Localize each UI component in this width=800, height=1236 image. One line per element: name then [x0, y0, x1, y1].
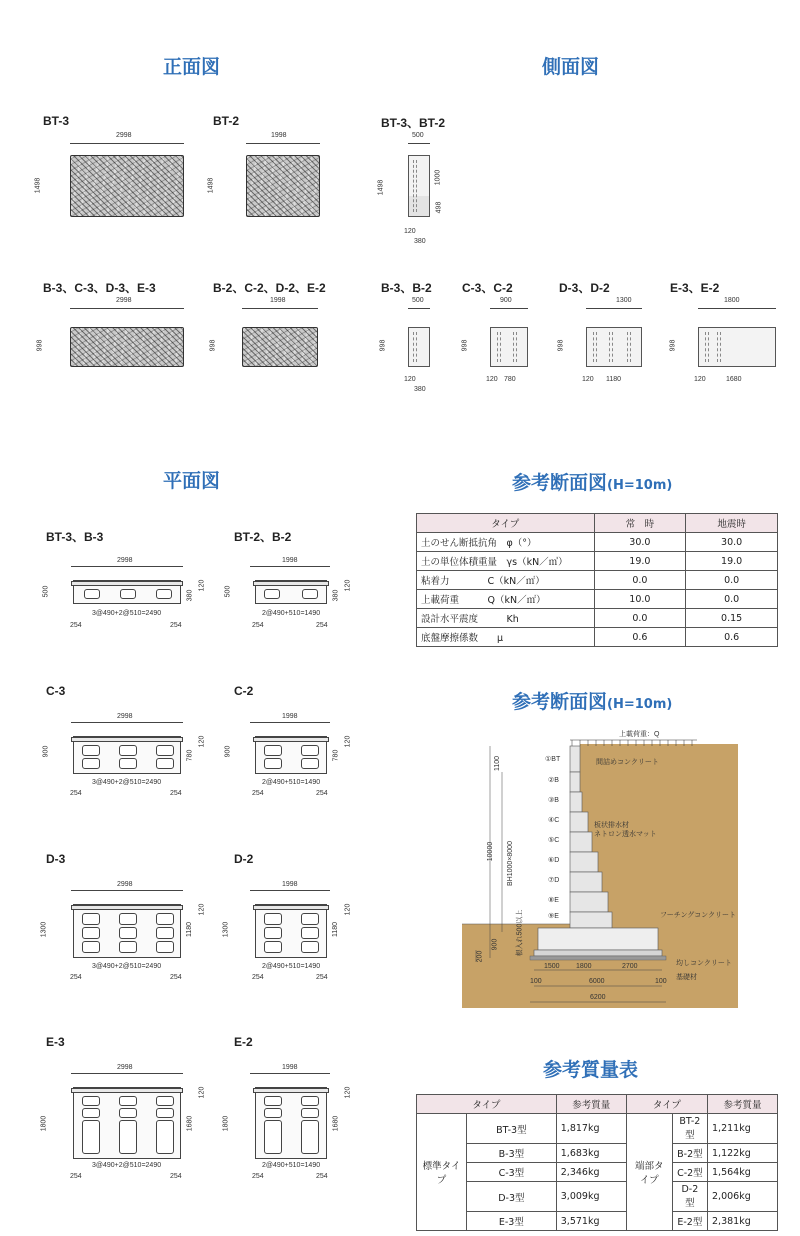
plan-d3-pitch: 3@490+2@510=2490	[92, 963, 162, 970]
dim-wall-height: BH1000×8000	[506, 841, 514, 886]
plan-d3-width: 2998	[117, 881, 133, 888]
dim-b1: 1500	[544, 963, 560, 970]
plan-c2-right: 254	[316, 790, 328, 797]
course-label: ⑨E	[548, 913, 559, 920]
plan-c3-pitch: 3@490+2@510=2490	[92, 779, 162, 786]
plan-c2-width: 1998	[282, 713, 298, 720]
label-drain-mat: ネトロン透水マット	[594, 831, 657, 838]
dim-e2: 100	[655, 978, 667, 985]
plan-c2-depth: 900	[224, 745, 232, 758]
dim-total-height: 10000	[487, 841, 495, 862]
plan-e2-pitch: 2@490+510=1490	[262, 1162, 321, 1169]
plan-d3-depth: 1300	[40, 921, 48, 938]
mass-header-mass-right: 参考質量	[708, 1095, 778, 1114]
side-d-base: 1180	[606, 376, 622, 383]
plan-d3-d3: 120	[198, 903, 206, 916]
side-b-block	[408, 327, 430, 367]
design-header-normal: 常 時	[594, 514, 686, 533]
dim-b-all: 6200	[590, 994, 606, 1001]
front-b3-width: 2998	[116, 297, 132, 304]
plan-e2-label: E-2	[234, 1035, 253, 1049]
plan-e2-width: 1998	[282, 1064, 298, 1071]
plan-e3-d3: 120	[198, 1086, 206, 1099]
plan-e3-block	[73, 1087, 181, 1159]
side-d-height: 998	[557, 339, 565, 352]
leveling	[534, 950, 662, 956]
dim-top: 1100	[494, 755, 502, 772]
plan-bt3-left: 254	[70, 622, 82, 629]
plan-bt3-d2: 380	[186, 589, 194, 602]
side-e-base: 1680	[726, 376, 742, 383]
mass-header-type-right: タイプ	[626, 1095, 707, 1114]
front-bt2-label: BT-2	[213, 114, 240, 128]
front-b3-height: 998	[36, 339, 44, 352]
dim-200: 200	[476, 950, 484, 963]
front-bt2-height: 1498	[207, 177, 215, 194]
plan-e2-d2: 1680	[332, 1115, 340, 1132]
plan-bt2-block	[255, 580, 327, 604]
side-bt-top: 500	[412, 132, 424, 139]
plan-bt3-label: BT-3、B-3	[46, 530, 104, 544]
plan-bt2-right: 254	[316, 622, 328, 629]
ref-section-title: 参考断面図(H=10m)	[512, 472, 673, 494]
plan-d2-right: 254	[316, 974, 328, 981]
table-row: 標準タイプ BT-3型 1,817kg 端部タイプ BT-2型 1,211kg	[417, 1114, 778, 1144]
table-row: 設計水平震度 Kh 0.0 0.15	[417, 609, 778, 628]
plan-bt2-label: BT-2、B-2	[234, 530, 292, 544]
side-b-top: 500	[412, 297, 424, 304]
plan-bt3-block	[73, 580, 181, 604]
side-b-toe: 120	[404, 376, 416, 383]
plan-c3-d2: 780	[186, 749, 194, 762]
plan-d3-left: 254	[70, 974, 82, 981]
plan-e2-right: 254	[316, 1173, 328, 1180]
front-b2-label: B-2、C-2、D-2、E-2	[213, 281, 326, 295]
plan-d3-label: D-3	[46, 852, 66, 866]
dim-b-total: 6000	[589, 978, 605, 985]
plan-c2-d2: 780	[332, 749, 340, 762]
group-end: 端部タイプ	[626, 1114, 672, 1231]
plan-e3-label: E-3	[46, 1035, 65, 1049]
plan-c2-d3: 120	[344, 735, 352, 748]
plan-e2-left: 254	[252, 1173, 264, 1180]
plan-e2-block	[255, 1087, 327, 1159]
dim-900: 900	[491, 938, 499, 951]
table-row: E-3型 3,571kg E-2型 2,381kg	[417, 1212, 778, 1231]
front-b3-label: B-3、C-3、D-3、E-3	[43, 281, 156, 295]
plan-c3-width: 2998	[117, 713, 133, 720]
plan-d3-block	[73, 904, 181, 958]
plan-d2-pitch: 2@490+510=1490	[262, 963, 321, 970]
course-label: ⑥D	[548, 857, 560, 864]
table-row: D-3型 3,009kg D-2型 2,006kg	[417, 1182, 778, 1212]
footing	[538, 928, 658, 950]
front-bt3-block	[70, 155, 184, 217]
side-view-title: 側面図	[542, 56, 600, 78]
side-bt-height: 1498	[377, 179, 385, 196]
ref-section-title-2: 参考断面図(H=10m)	[512, 691, 673, 713]
plan-d2-d3: 120	[344, 903, 352, 916]
plan-e2-d3: 120	[344, 1086, 352, 1099]
plan-c2-label: C-2	[234, 684, 254, 698]
plan-e3-left: 254	[70, 1173, 82, 1180]
plan-e2-depth: 1800	[222, 1115, 230, 1132]
front-b3-block	[70, 327, 184, 367]
plan-d3-right: 254	[170, 974, 182, 981]
label-fill-concrete: 間詰めコンクリート	[596, 759, 659, 766]
plan-bt3-pitch: 3@490+2@510=2490	[92, 610, 162, 617]
course-label: ⑧E	[548, 897, 559, 904]
dim-e1: 100	[530, 978, 542, 985]
label-drain-board: 板状排水材	[594, 822, 629, 829]
plan-d3-d2: 1180	[186, 921, 194, 938]
dim-b3: 2700	[622, 963, 638, 970]
plan-bt3-right: 254	[170, 622, 182, 629]
table-row: 土の単位体積重量 γs（kN／㎥） 19.0 19.0	[417, 552, 778, 571]
design-header-quake: 地震時	[686, 514, 778, 533]
side-e-top: 1800	[724, 297, 740, 304]
side-e-height: 998	[669, 339, 677, 352]
side-c-height: 998	[461, 339, 469, 352]
front-b2-width: 1998	[270, 297, 286, 304]
table-row: B-3型 1,683kg B-2型 1,122kg	[417, 1144, 778, 1163]
course-label: ③B	[548, 797, 559, 804]
label-footing: フーチングコンクリート	[660, 912, 737, 919]
side-b-label: B-3、B-2	[381, 281, 432, 295]
plan-d2-d2: 1180	[332, 921, 340, 938]
plan-bt3-d3: 120	[198, 579, 206, 592]
side-d-top: 1300	[616, 297, 632, 304]
plan-d2-depth: 1300	[222, 921, 230, 938]
side-e-label: E-3、E-2	[670, 281, 720, 295]
side-d-block	[586, 327, 642, 367]
front-view-title: 正面図	[163, 56, 221, 78]
side-c-block	[490, 327, 528, 367]
plan-bt2-left: 254	[252, 622, 264, 629]
plan-e3-depth: 1800	[40, 1115, 48, 1132]
table-row: C-3型 2,346kg C-2型 1,564kg	[417, 1163, 778, 1182]
course-label: ⑦D	[548, 877, 560, 884]
course-label: ②B	[548, 777, 559, 784]
plan-c2-pitch: 2@490+510=1490	[262, 779, 321, 786]
side-b-base: 380	[414, 386, 426, 393]
table-row: 底盤摩擦係数 μ 0.6 0.6	[417, 628, 778, 647]
side-bt-base: 380	[414, 238, 426, 245]
course-label: ④C	[548, 817, 560, 824]
plan-bt3-width: 2998	[117, 557, 133, 564]
plan-e3-width: 2998	[117, 1064, 133, 1071]
design-header-type: タイプ	[417, 514, 595, 533]
plan-c2-left: 254	[252, 790, 264, 797]
plan-bt2-d2: 380	[332, 589, 340, 602]
front-bt2-width: 1998	[271, 132, 287, 139]
mass-table	[416, 1094, 778, 1231]
plan-bt2-depth: 500	[224, 585, 232, 598]
front-b2-height: 998	[209, 339, 217, 352]
side-b-height: 998	[379, 339, 387, 352]
dim-b2: 1800	[576, 963, 592, 970]
front-bt3-height: 1498	[34, 177, 42, 194]
plan-c2-block	[255, 736, 327, 774]
group-standard: 標準タイプ	[417, 1114, 467, 1231]
front-bt2-block	[246, 155, 320, 217]
plan-bt2-d3: 120	[344, 579, 352, 592]
side-c-base: 780	[504, 376, 516, 383]
plan-c3-depth: 900	[42, 745, 50, 758]
plan-e3-d2: 1680	[186, 1115, 194, 1132]
plan-bt3-depth: 500	[42, 585, 50, 598]
plan-e3-pitch: 3@490+2@510=2490	[92, 1162, 162, 1169]
design-table	[416, 513, 778, 647]
course-label: ⑤C	[548, 837, 560, 844]
plan-c3-label: C-3	[46, 684, 66, 698]
side-d-toe: 120	[582, 376, 594, 383]
plan-c3-d3: 120	[198, 735, 206, 748]
plan-d2-width: 1998	[282, 881, 298, 888]
side-e-block	[698, 327, 776, 367]
mass-header-type-left: タイプ	[417, 1095, 557, 1114]
plan-e3-right: 254	[170, 1173, 182, 1180]
front-bt3-label: BT-3	[43, 114, 70, 128]
side-bt-label: BT-3、BT-2	[381, 116, 446, 130]
front-bt3-width: 2998	[116, 132, 132, 139]
plan-d2-block	[255, 904, 327, 958]
table-row: 上載荷重 Q（kN／㎡） 10.0 0.0	[417, 590, 778, 609]
mass-table-title: 参考質量表	[543, 1059, 639, 1081]
mass-header-mass-left: 参考質量	[556, 1095, 626, 1114]
side-d-label: D-3、D-2	[559, 281, 610, 295]
plan-d2-label: D-2	[234, 852, 254, 866]
side-bt-upper: 1000	[434, 169, 442, 186]
plan-bt2-width: 1998	[282, 557, 298, 564]
course-label: ①BT	[545, 756, 561, 763]
table-row: 粘着力 C（kN／㎡） 0.0 0.0	[417, 571, 778, 590]
dim-embed: 根入れ500以上	[516, 909, 524, 957]
front-b2-block	[242, 327, 318, 367]
side-c-label: C-3、C-2	[462, 281, 513, 295]
side-c-toe: 120	[486, 376, 498, 383]
label-leveling: 均しコンクリート	[676, 960, 732, 967]
plan-c3-left: 254	[70, 790, 82, 797]
side-bt-lower: 498	[435, 201, 443, 214]
plan-d2-left: 254	[252, 974, 264, 981]
side-bt-block	[408, 155, 430, 217]
base-material	[530, 956, 666, 960]
plan-c3-right: 254	[170, 790, 182, 797]
plan-c3-block	[73, 736, 181, 774]
table-row: 土のせん断抵抗角 φ（°） 30.0 30.0	[417, 533, 778, 552]
side-e-toe: 120	[694, 376, 706, 383]
side-bt-toe: 120	[404, 228, 416, 235]
side-c-top: 900	[500, 297, 512, 304]
label-base: 基礎材	[676, 974, 697, 981]
plan-view-title: 平面図	[163, 470, 221, 492]
plan-bt2-pitch: 2@490+510=1490	[262, 610, 321, 617]
section-load: 上載荷重：Q	[619, 731, 660, 738]
